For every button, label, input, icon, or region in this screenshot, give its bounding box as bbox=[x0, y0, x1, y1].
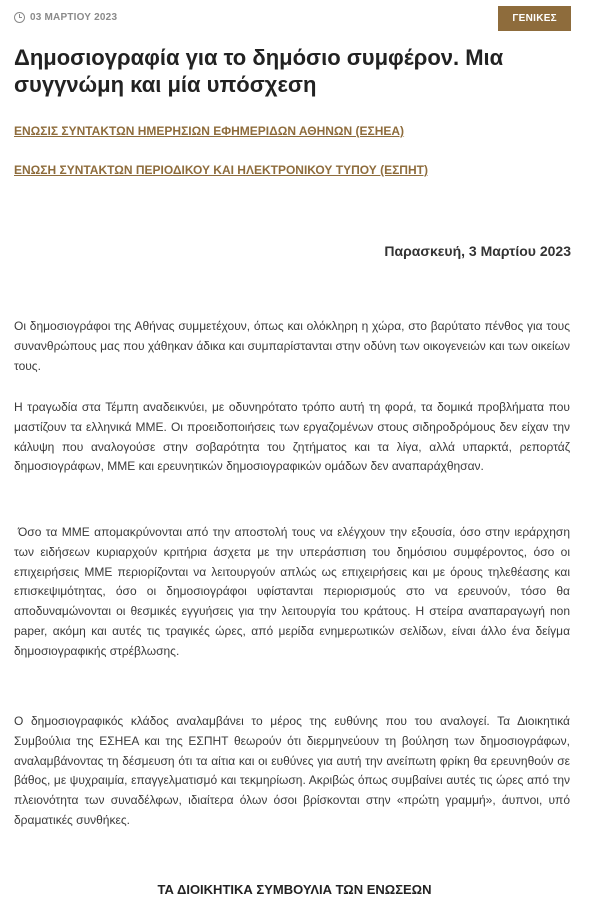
body-paragraph: Η τραγωδία στα Τέμπη αναδεικνύει, με οδυνηρότατο τρόπο αυτή τη φορά, τα δομικά προβλήματα που μαστίζουν τα ελληνικά ΜΜΕ. Οι προειδοποιήσεις των εργαζομένων στους σιδηροδρόμους δεν είχαν την κάλυψη που αναλογούσε στην σοβαρότητα του ζητήματος και τα λίγα, αλλά υπαρκτά, ρεπορτάζ δημοσιογράφων, ΜΜΕ και ερευνητικών δημοσιογραφικών ομάδων δεν αναπαράχθησαν. bbox=[14, 400, 570, 474]
union-link-espit[interactable]: ΕΝΩΣΗ ΣΥΝΤΑΚΤΩΝ ΠΕΡΙΟΔΙΚΟΥ ΚΑΙ ΗΛΕΚΤΡΟΝΙΚΟΥ ΤΥΠΟΥ (ΕΣΠΗΤ) bbox=[14, 163, 428, 177]
body-paragraph: Όσο τα ΜΜΕ απομακρύνονται από την αποστολή τους να ελέγχουν την εξουσία, όσο στην ιεράρχηση των ειδήσεων κυριαρχούν κριτήρια άσχετα με την υπεράσπιση του δημόσιου συμφέροντος, όσο οι επιχειρήσεις ΜΜΕ περιορίζονται να λειτουργούν απλώς ως επιχειρήσεις και με όρους τηλεθέασης και επισκεψιμότητας, όσο οι δημοσιογράφοι υφίστανται περιορισμούς στο να ερευνούν, τόσο θα αποδυναμώνονται οι θεσμικές εγγυήσεις για την λειτουργία του κράτους. Η στείρα αναπαραγωγή non paper, ακόμη και αυτές τις τραγικές ώρες, από μερίδα ενημερωτικών σελίδων, είναι άλλο ένα δείγμα δημοσιογραφικής στρέβλωσης. bbox=[14, 525, 570, 658]
publish-date-text: 03 ΜΑΡΤΙΟΥ 2023 bbox=[30, 12, 118, 23]
union-link-eshea[interactable]: ΕΝΩΣΙΣ ΣΥΝΤΑΚΤΩΝ ΗΜΕΡΗΣΙΩΝ ΕΦΗΜΕΡΙΔΩΝ ΑΘΗΝΩΝ (ΕΣΗΕΑ) bbox=[14, 124, 405, 138]
article-dateline: Παρασκευή, 3 Μαρτίου 2023 bbox=[384, 243, 571, 259]
category-badge[interactable]: ΓΕΝΙΚΕΣ bbox=[498, 6, 571, 31]
article-title: Δημοσιογραφία για το δημόσιο συμφέρον. Μια συγγνώμη και μία υπόσχεση bbox=[14, 45, 504, 97]
body-paragraph: Ο δημοσιογραφικός κλάδος αναλαμβάνει το μέρος της ευθύνης που του αναλογεί. Τα Διοικητικά Συμβούλια της ΕΣΗΕΑ και της ΕΣΠΗΤ θεωρούν ότι διερμηνεύουν τη βούληση των δημοσιογράφων, αναλαμβάνοντας τη δέσμευση ότι τα αίτια και οι ευθύνες για αυτή την ανείπωτη φρίκη θα ερευνηθούν σε βάθος, με ψυχραιμία, επαγγελματισμό και τεκμηρίωση. Ακριβώς όπως συμβαίνει αυτές τις ώρες από την πλειονότητα των συναδέλφων, ιδιαίτερα όλων όσοι βρίσκονται στην «πρώτη γραμμή», άυπνοι, υπό δραματικές συνθήκες. bbox=[14, 714, 570, 827]
body-paragraph: Οι δημοσιογράφοι της Αθήνας συμμετέχουν, όπως και ολόκληρη η χώρα, στο βαρύτατο πένθος για τους συνανθρώπους μας που χάθηκαν άδικα και συμπαρίστανται στην οδύνη των οικογενειών και των οικείων τους. bbox=[14, 319, 570, 373]
article-meta-bar bbox=[14, 6, 571, 32]
clock-icon bbox=[14, 12, 25, 23]
publish-date bbox=[14, 12, 117, 23]
article-signature: ΤΑ ΔΙΟΙΚΗΤΙΚΑ ΣΥΜΒΟΥΛΙΑ ΤΩΝ ΕΝΩΣΕΩΝ bbox=[157, 882, 432, 897]
